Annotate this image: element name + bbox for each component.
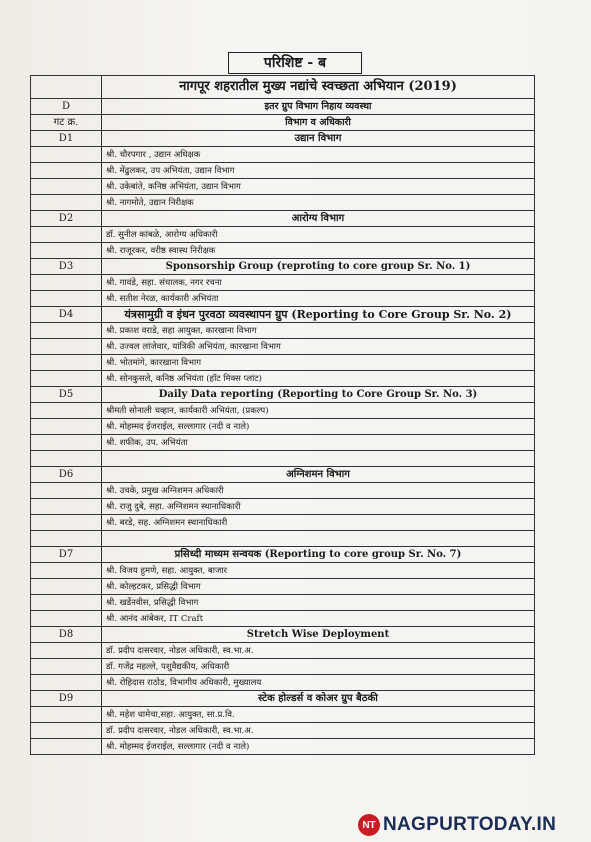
member-row: [31, 419, 535, 435]
group-code: D8: [31, 627, 102, 643]
blank-cell: [31, 275, 102, 291]
member-row: [31, 435, 535, 451]
blank-cell: [31, 531, 102, 547]
group-code: D6: [31, 467, 102, 483]
blank-cell: [31, 403, 102, 419]
member-row: [31, 451, 535, 467]
member-row: [31, 483, 535, 499]
member-name: डॉ. सुनील कांबळे, आरोग्य अधिकारी: [102, 227, 535, 243]
blank-cell: [31, 76, 102, 99]
blank-cell: [31, 659, 102, 675]
member-name: श्री. गावंडे, सहा. संचालक, नगर रचना: [102, 275, 535, 291]
member-name: श्रीमती सोनाली चव्हान, कार्यकारी अभियंता, (प्रकल्प): [102, 403, 535, 419]
blank-cell: [31, 611, 102, 627]
group-name: आरोग्य विभाग: [102, 211, 535, 227]
member-row: [31, 531, 535, 547]
member-name: डॉ. प्रदीप दासरवार, नोडल अधिकारी, स्व.भा.अ.: [102, 723, 535, 739]
member-row: [31, 739, 535, 755]
member-name: श्री. उचके, प्रमुख अग्निशमन अधिकारी: [102, 483, 535, 499]
header-row: [31, 115, 535, 131]
group-code: D7: [31, 547, 102, 563]
member-row: [31, 643, 535, 659]
header-row: [31, 99, 535, 115]
blank-cell: [31, 563, 102, 579]
member-row: [31, 595, 535, 611]
group-code: D5: [31, 387, 102, 403]
member-row: [31, 147, 535, 163]
group-row: [31, 627, 535, 643]
group-row: [31, 691, 535, 707]
blank-cell: [31, 723, 102, 739]
blank-cell: [31, 291, 102, 307]
group-code: D9: [31, 691, 102, 707]
group-code: D4: [31, 307, 102, 323]
blank-cell: [31, 179, 102, 195]
member-row: [31, 707, 535, 723]
member-row: [31, 339, 535, 355]
member-name: श्री. नागमोते, उद्यान निरीक्षक: [102, 195, 535, 211]
member-row: [31, 403, 535, 419]
group-name: अग्निशमन विभाग: [102, 467, 535, 483]
member-name: श्री. बरडे, सह. अग्निशमन स्थानाधिकारी: [102, 515, 535, 531]
member-name: श्री. रोहिदास राठोड, विभागीय अधिकारी, मुख्यालय: [102, 675, 535, 691]
member-name: श्री. मोहम्मद ईजराईल, सल्लागार (नदी व नाले): [102, 739, 535, 755]
group-name: Stretch Wise Deployment: [102, 627, 535, 643]
member-name: श्री. मेंढुलकर, उप अभियंता, उद्यान विभाग: [102, 163, 535, 179]
blank-cell: [31, 515, 102, 531]
group-row: [31, 259, 535, 275]
member-name: श्री. मोहम्मद ईजराईल, सल्लागार (नदी व नाले): [102, 419, 535, 435]
member-row: [31, 499, 535, 515]
document-subtitle: नागपूर शहरातील मुख्य नद्यांचे स्वच्छता अभियान (2019): [102, 76, 535, 99]
blank-cell: [31, 483, 102, 499]
member-row: [31, 275, 535, 291]
group-code: D3: [31, 259, 102, 275]
group-code: D1: [31, 131, 102, 147]
blank-cell: [31, 579, 102, 595]
blank-cell: [31, 707, 102, 723]
member-name: श्री. उज्वल लांजेवार, यांत्रिकी अभियंता, कारखाना विभाग: [102, 339, 535, 355]
blank-cell: [31, 643, 102, 659]
member-row: [31, 291, 535, 307]
group-name: Sponsorship Group (reproting to core group Sr. No. 1): [102, 259, 535, 275]
member-row: [31, 243, 535, 259]
member-row: [31, 163, 535, 179]
blank-cell: [31, 371, 102, 387]
member-row: [31, 195, 535, 211]
blank-cell: [31, 675, 102, 691]
member-name: श्री. खर्डेनवीस, प्रसिद्धी विभाग: [102, 595, 535, 611]
group-row: [31, 547, 535, 563]
member-row: [31, 611, 535, 627]
group-row: [31, 467, 535, 483]
member-row: [31, 355, 535, 371]
member-name: श्री. राजु दुबे, सहा. अग्निशमन स्थानाधिकारी: [102, 499, 535, 515]
officers-table: [30, 75, 535, 755]
blank-cell: [31, 419, 102, 435]
member-row: [31, 179, 535, 195]
member-name: श्री. सतीश नेरळ, कार्यकारी अभियंता: [102, 291, 535, 307]
member-row: [31, 563, 535, 579]
group-name: Daily Data reporting (Reporting to Core Group Sr. No. 3): [102, 387, 535, 403]
member-name: श्री. उकेबांते, कनिष्ठ अभियंता, उद्यान विभाग: [102, 179, 535, 195]
member-row: [31, 371, 535, 387]
blank-cell: [31, 163, 102, 179]
member-name: डॉ. गजेंद्र महल्ले, पशुवैद्यकीय, अधिकारी: [102, 659, 535, 675]
blank-cell: [31, 339, 102, 355]
blank-cell: [31, 499, 102, 515]
blank-cell: [31, 227, 102, 243]
member-row: [31, 515, 535, 531]
member-name: श्री. प्रकाश वराडे, सहा आयुक्त, कारखाना विभाग: [102, 323, 535, 339]
document-title: परिशिष्ट - ब: [228, 52, 362, 74]
group-name: प्रसिध्दी माध्यम सन्वयक (Reporting to core group Sr. No. 7): [102, 547, 535, 563]
group-row: [31, 387, 535, 403]
group-name: यंत्रसामुग्री व इंधन पुरवठा व्यवस्थापन ग्रुप (Reporting to Core Group Sr. No. 2): [102, 307, 535, 323]
member-name: [102, 451, 535, 467]
blank-cell: [31, 739, 102, 755]
group-name: उद्यान विभाग: [102, 131, 535, 147]
blank-cell: [31, 355, 102, 371]
member-row: [31, 675, 535, 691]
logo-text: NAGPURTODAY.IN: [383, 814, 557, 835]
group-row: [31, 211, 535, 227]
member-row: [31, 323, 535, 339]
header-code: गट क्र.: [31, 115, 102, 131]
logo-badge: NT: [358, 814, 380, 836]
member-name: [102, 531, 535, 547]
member-name: डॉ. प्रदीप दासरवार, नोडल अधिकारी, स्व.भा.अ.: [102, 643, 535, 659]
blank-cell: [31, 195, 102, 211]
member-name: श्री. आनंद आंबेकर, IT Craft: [102, 611, 535, 627]
header-text: इतर ग्रुप विभाग निहाय व्यवस्था: [102, 99, 535, 115]
blank-cell: [31, 323, 102, 339]
blank-cell: [31, 147, 102, 163]
member-name: श्री. कोल्हटकर, प्रसिद्धी विभाग: [102, 579, 535, 595]
group-name: स्टेक होल्डर्स व कोअर ग्रुप बैठकी: [102, 691, 535, 707]
member-name: श्री. विजय हुमणे, सहा. आयुक्त, बाजार: [102, 563, 535, 579]
blank-cell: [31, 595, 102, 611]
subtitle-row: [31, 76, 535, 99]
blank-cell: [31, 435, 102, 451]
group-row: [31, 131, 535, 147]
member-row: [31, 227, 535, 243]
member-name: श्री. सोनकुसले, कनिष्ठ अभियंता (हॉट मिक्स प्लांट): [102, 371, 535, 387]
group-row: [31, 307, 535, 323]
member-name: श्री. शफीक, उप. अभियंता: [102, 435, 535, 451]
watermark-logo: [358, 812, 556, 838]
member-name: श्री. भोतमांगे, कारखाना विभाग: [102, 355, 535, 371]
header-code: D: [31, 99, 102, 115]
member-name: श्री. चौरपगार , उद्यान अधिक्षक: [102, 147, 535, 163]
blank-cell: [31, 243, 102, 259]
member-row: [31, 659, 535, 675]
member-name: श्री. महेश धामेचा,सहा. आयुक्त, सा.प्र.वि.: [102, 707, 535, 723]
blank-cell: [31, 451, 102, 467]
group-code: D2: [31, 211, 102, 227]
member-name: श्री. राजूरकर, वरीष्ठ स्वास्थ निरीक्षक: [102, 243, 535, 259]
header-text: विभाग व अधिकारी: [102, 115, 535, 131]
member-row: [31, 723, 535, 739]
member-row: [31, 579, 535, 595]
